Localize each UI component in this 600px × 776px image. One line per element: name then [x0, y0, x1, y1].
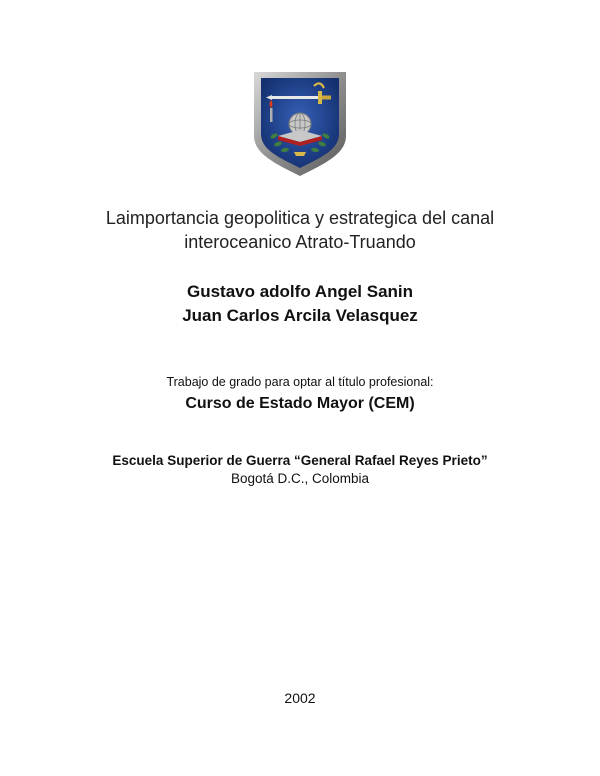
- title-line-1: Laimportancia geopolitica y estrategica del canal: [105, 208, 495, 228]
- degree-intro: Trabajo de grado para optar al título profesional:: [166, 375, 434, 389]
- document-title: [0, 206, 600, 254]
- author-1: Gustavo adolfo Angel Sanin: [186, 282, 414, 301]
- author-2: Juan Carlos Arcila Velasquez: [182, 306, 418, 325]
- military-school-crest-icon: [252, 70, 348, 178]
- degree-title: Curso de Estado Mayor (CEM): [185, 395, 415, 412]
- school-name: Escuela Superior de Guerra “General Rafael Reyes Prieto”: [112, 453, 488, 468]
- title-line-2: interoceanico Atrato-Truando: [184, 232, 416, 252]
- city: Bogotá D.C., Colombia: [230, 471, 370, 486]
- year: 2002: [284, 690, 316, 706]
- authors: [0, 280, 600, 328]
